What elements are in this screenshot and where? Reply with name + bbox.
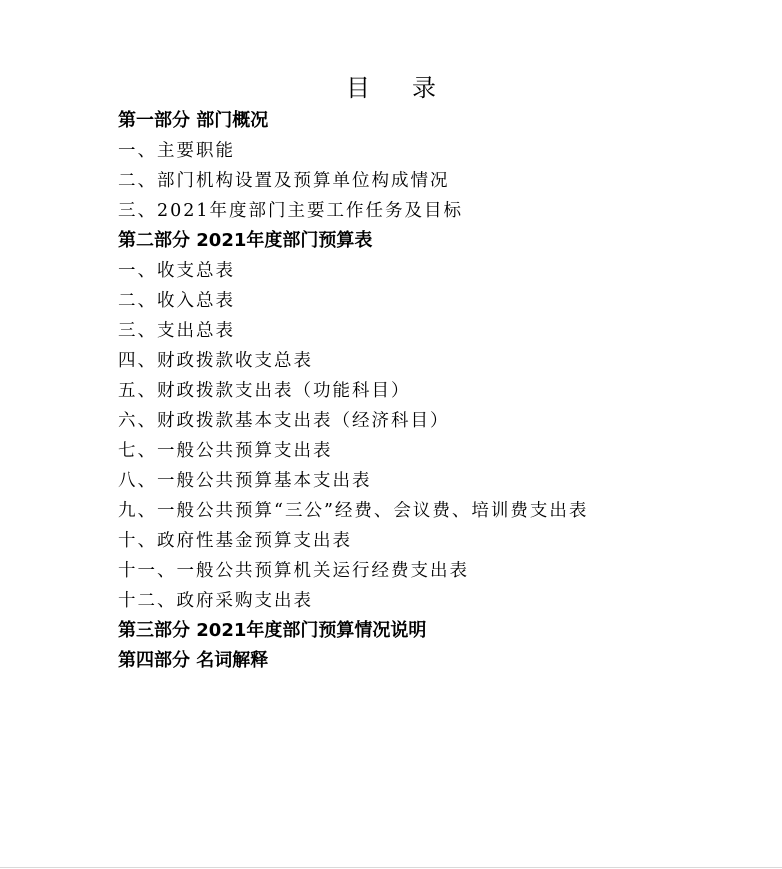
toc-item-org-structure: 二、部门机构设置及预算单位构成情况 [118,171,450,191]
toc-item-main-tasks: 三、2021年度部门主要工作任务及目标 [118,201,464,221]
toc-item-operating-expense: 十一、一般公共预算机关运行经费支出表 [118,561,469,581]
toc-item-general-budget-expense: 七、一般公共预算支出表 [118,441,333,461]
toc-part-4: 第四部分 名词解释 [118,650,269,671]
toc-part-3: 第三部分 2021年度部门预算情况说明 [118,620,427,641]
toc-item-expense-summary: 三、支出总表 [118,321,235,341]
toc-title: 目录 [346,74,478,102]
toc-item-main-functions: 一、主要职能 [118,141,235,161]
toc-item-income-expense-summary: 一、收支总表 [118,261,235,281]
page-bottom-divider [0,867,782,868]
toc-item-government-fund-expense: 十、政府性基金预算支出表 [118,531,352,551]
toc-item-income-summary: 二、收入总表 [118,291,235,311]
toc-part-2: 第二部分 2021年度部门预算表 [118,230,373,251]
toc-item-fiscal-allocation-functional: 五、财政拨款支出表（功能科目） [118,381,411,401]
toc-list [118,106,758,676]
toc-item-procurement-expense: 十二、政府采购支出表 [118,591,313,611]
toc-item-general-budget-basic-expense: 八、一般公共预算基本支出表 [118,471,372,491]
toc-item-three-public-expenses: 九、一般公共预算“三公”经费、会议费、培训费支出表 [118,501,589,521]
toc-item-fiscal-allocation-summary: 四、财政拨款收支总表 [118,351,313,371]
toc-item-fiscal-allocation-economic: 六、财政拨款基本支出表（经济科目） [118,411,450,431]
toc-part-1: 第一部分 部门概况 [118,110,269,131]
